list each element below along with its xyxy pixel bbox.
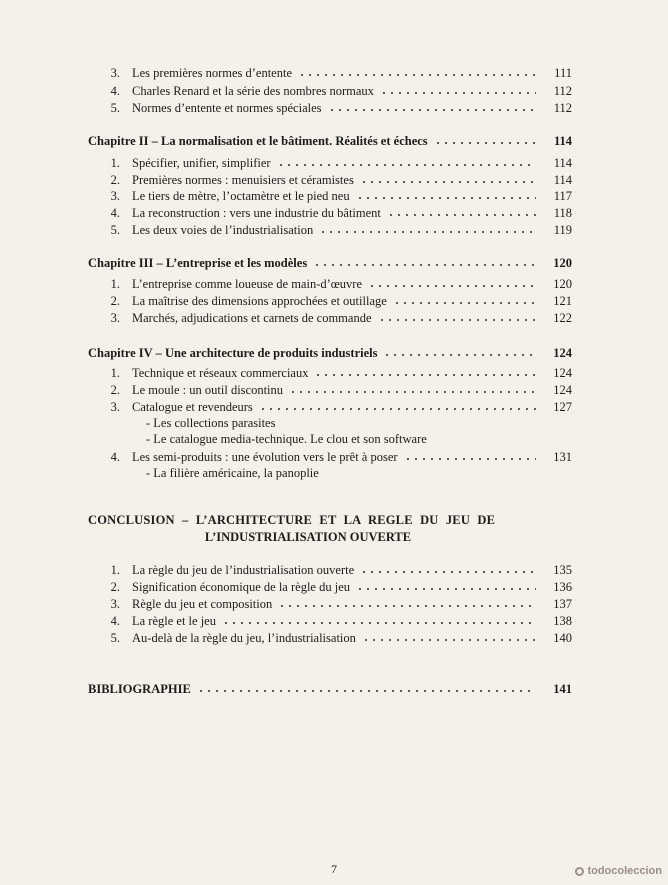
dot-leader [314,367,536,377]
toc-entry [88,629,572,647]
chapter-page: 120 [553,256,572,270]
dot-leader [278,598,536,608]
entry-page: 120 [553,277,572,291]
toc-entry [88,309,572,327]
toc-entry [88,64,572,82]
toc-entry [88,578,572,596]
toc-entry [88,561,572,579]
toc-entry [88,99,572,117]
dot-leader [277,157,536,167]
entry-number: 2. [110,383,120,397]
bibliography-title: BIBLIOGRAPHIE [88,682,191,696]
dot-leader [298,67,536,77]
entry-page: 127 [553,400,572,414]
toc-entry [88,292,572,310]
page-number: 7 [331,862,337,876]
entry-page: 136 [553,580,572,594]
entry-number: 2. [110,580,120,594]
entry-number: 5. [110,631,120,645]
chapter-title: Chapitre II – La normalisation et le bâtiment. Réalités et échecs [88,134,428,148]
entry-page: 124 [553,366,572,380]
conclusion-title-line1: CONCLUSION – L’ARCHITECTURE ET LA REGLE DU JEU DE [88,513,496,527]
chapter-page: 114 [553,134,572,148]
conclusion-title-line2: L’INDUSTRIALISATION OUVERTE [204,530,412,544]
sub-entry: - Le catalogue media-technique. Le clou et son software [146,432,427,446]
entry-number: 5. [110,223,120,237]
chapter-title: Chapitre III – L’entreprise et les modèles [88,256,308,270]
entry-title: Signification économique de la règle du jeu [132,580,350,594]
dot-leader [404,451,536,461]
entry-number: 1. [110,563,120,577]
dot-leader [259,401,536,411]
entry-number: 1. [110,366,120,380]
toc-entry [88,448,572,466]
entry-page: 121 [553,294,572,308]
chapter-heading [88,132,572,150]
dot-leader [387,207,536,217]
entry-title: Technique et réseaux commerciaux [132,366,309,380]
toc-entry [88,221,572,239]
entry-number: 4. [110,614,120,628]
toc-entry [88,381,572,399]
entry-title: La règle du jeu de l’industrialisation ouverte [132,563,355,577]
entry-title: Les deux voies de l’industrialisation [132,223,314,237]
entry-title: Premières normes : menuisiers et céramistes [132,173,354,187]
entry-page: 111 [554,66,572,80]
entry-page: 135 [553,563,572,577]
chapter-heading [88,254,572,272]
entry-title: Les premières normes d’entente [132,66,293,80]
entry-title: La maîtrise des dimensions approchées et outillage [132,294,387,308]
entry-page: 138 [553,614,572,628]
entry-page: 124 [553,383,572,397]
entry-title: Catalogue et revendeurs [132,400,253,414]
toc-entry [88,275,572,293]
entry-title: Marchés, adjudications et carnets de commande [132,311,372,325]
dot-leader [368,278,536,288]
toc-entry [88,595,572,613]
entry-number: 4. [110,206,120,220]
entry-number: 3. [110,400,120,414]
watermark-logo [575,865,662,877]
dot-leader [393,295,536,305]
entry-number: 2. [110,294,120,308]
chapter-title: Chapitre IV – Une architecture de produits industriels [88,346,378,360]
toc-entry [88,398,572,416]
bibliography-entry [88,680,572,698]
entry-title: Le tiers de mètre, l’octamètre et le pied neu [132,189,350,203]
entry-title: Spécifier, unifier, simplifier [132,156,271,170]
entry-title: La reconstruction : vers une industrie du bâtiment [132,206,381,220]
entry-page: 119 [553,223,572,237]
entry-title: Règle du jeu et composition [132,597,273,611]
watermark-icon [575,867,584,876]
dot-leader [328,102,536,112]
bibliography-page: 141 [553,682,572,696]
entry-page: 118 [553,206,572,220]
entry-title: Le moule : un outil discontinu [132,383,284,397]
entry-title: Charles Renard et la série des nombres normaux [132,84,374,98]
entry-number: 3. [110,189,120,203]
dot-leader [197,683,536,693]
toc-entry [88,82,572,100]
entry-page: 137 [553,597,572,611]
dot-leader [313,257,536,267]
dot-leader [356,581,536,591]
dot-leader [378,312,537,322]
entry-number: 3. [110,66,120,80]
entry-title: L’entreprise comme loueuse de main-d’œuvre [132,277,363,291]
watermark-text: todocoleccion [587,865,662,877]
entry-title: Normes d’entente et normes spéciales [132,101,322,115]
toc-entry [88,154,572,172]
dot-leader [319,224,536,234]
toc-entry [88,612,572,630]
dot-leader [380,85,536,95]
toc-entry [88,204,572,222]
entry-page: 140 [553,631,572,645]
entry-page: 112 [553,101,572,115]
sub-entry: - La filière américaine, la panoplie [146,466,319,480]
entry-number: 1. [110,156,120,170]
dot-leader [362,632,536,642]
entry-number: 1. [110,277,120,291]
entry-page: 117 [553,189,572,203]
dot-leader [356,190,536,200]
entry-number: 3. [110,311,120,325]
entry-title: Au-delà de la règle du jeu, l’industrialisation [132,631,356,645]
entry-page: 122 [553,311,572,325]
chapter-page: 124 [553,346,572,360]
entry-number: 3. [110,597,120,611]
entry-number: 4. [110,450,120,464]
entry-title: Les semi-produits : une évolution vers le prêt à poser [132,450,398,464]
chapter-heading [88,344,572,362]
entry-number: 4. [110,84,120,98]
entry-number: 5. [110,101,120,115]
dot-leader [383,347,536,357]
entry-page: 131 [553,450,572,464]
dot-leader [289,384,536,394]
entry-page: 112 [553,84,572,98]
toc-entry [88,187,572,205]
conclusion-heading [88,512,528,546]
dot-leader [222,615,536,625]
entry-page: 114 [553,173,572,187]
dot-leader [360,174,536,184]
dot-leader [360,564,536,574]
dot-leader [434,135,536,145]
entry-title: La règle et le jeu [132,614,216,628]
sub-entry: - Les collections parasites [146,416,276,430]
toc-entry [88,364,572,382]
entry-page: 114 [553,156,572,170]
entry-number: 2. [110,173,120,187]
